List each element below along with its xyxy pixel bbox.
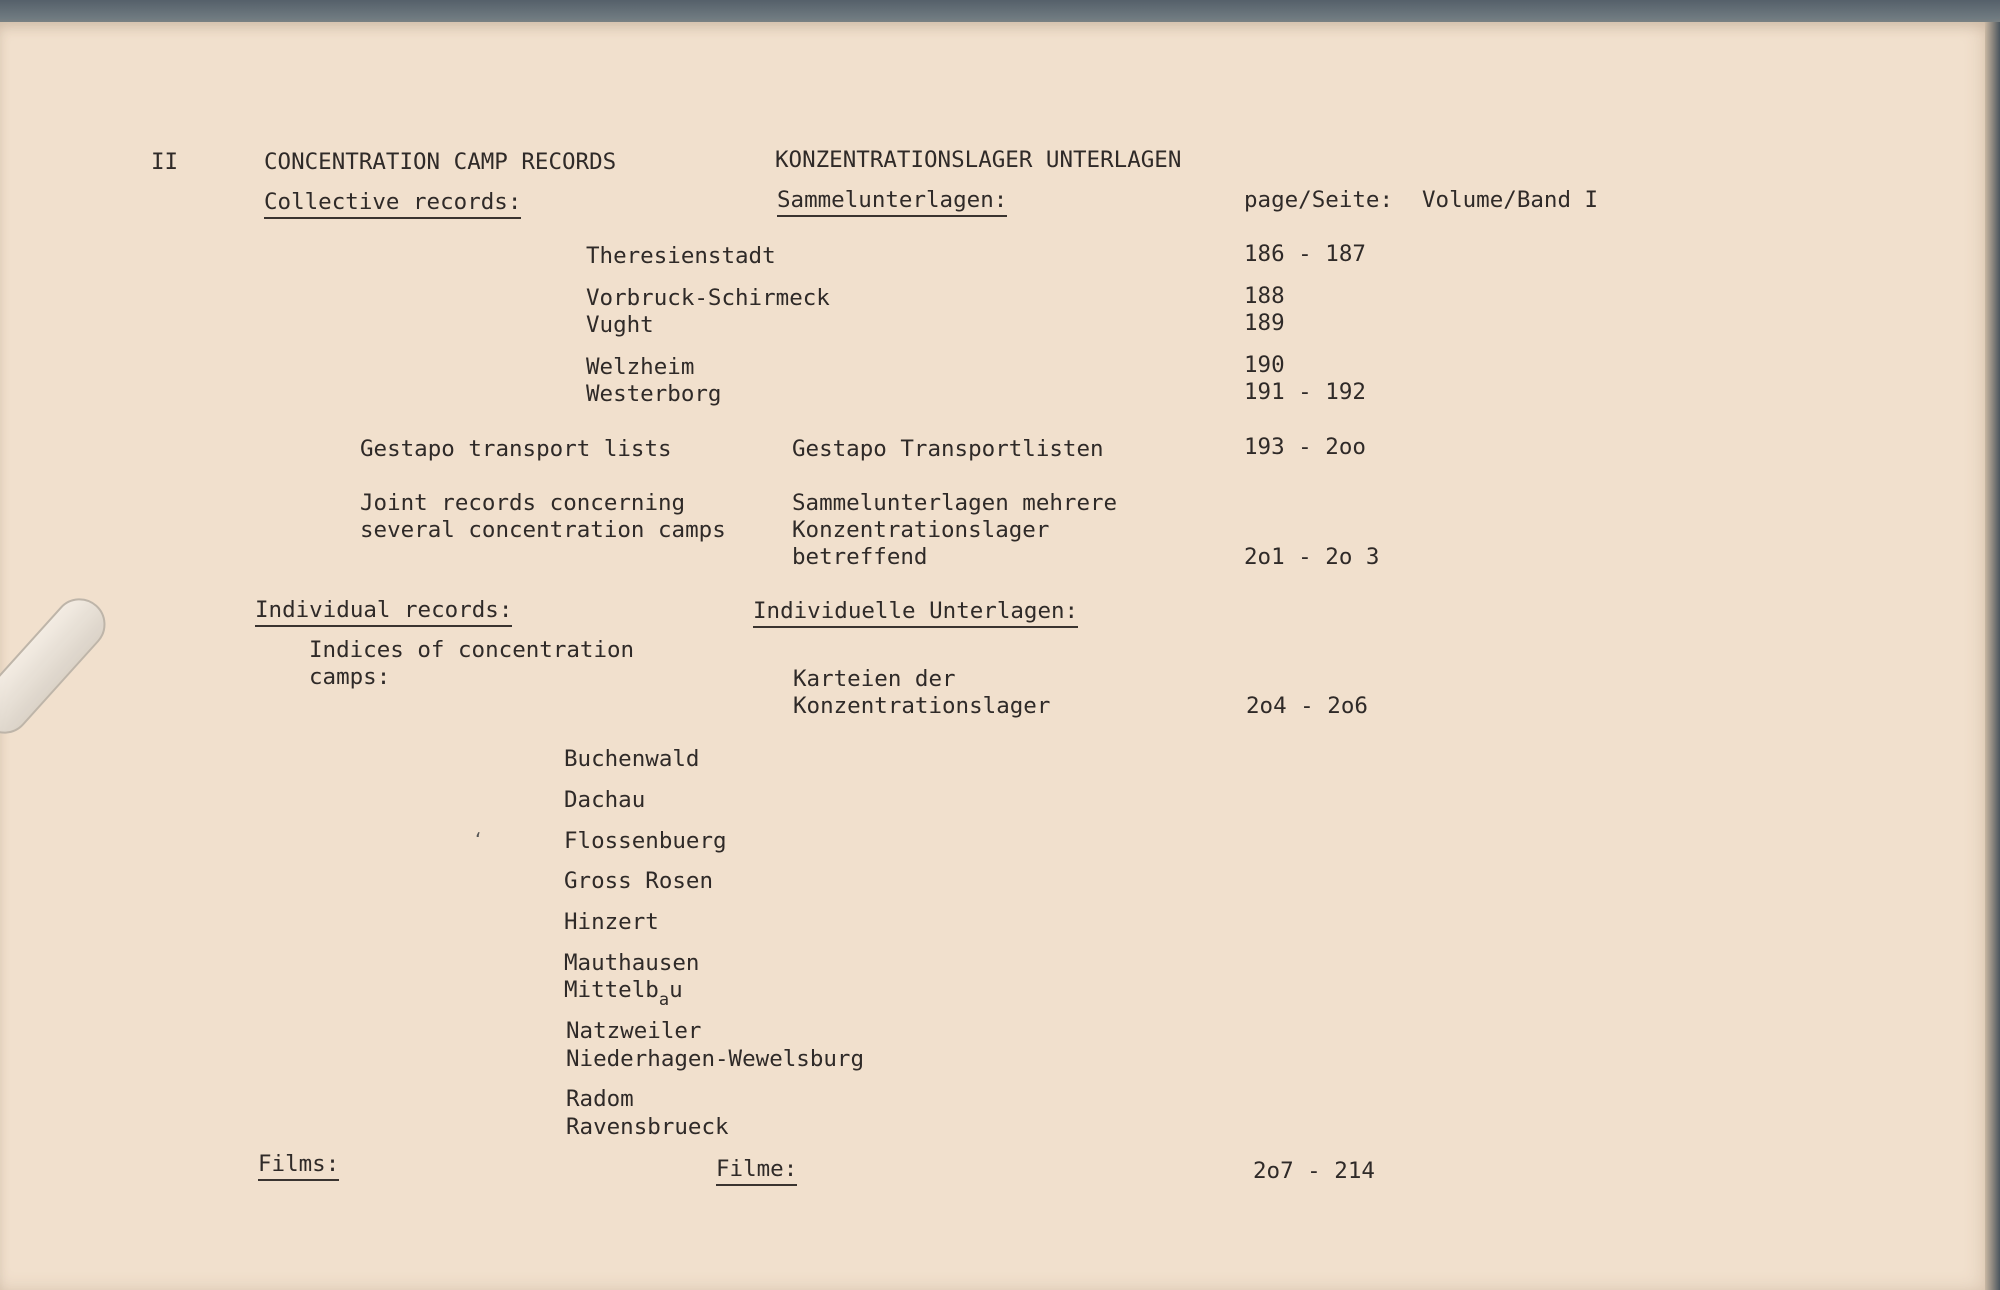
section-title-en: CONCENTRATION CAMP RECORDS <box>264 149 617 175</box>
section-number: II <box>151 149 179 175</box>
camp-mittelbau <box>564 976 683 1010</box>
pages-theresienstadt: 186 - 187 <box>1244 241 1366 267</box>
individual-heading-de: Individuelle Unterlagen: <box>753 598 1078 628</box>
pages-films: 2o7 - 214 <box>1253 1158 1375 1184</box>
camp-westerborg: Westerborg <box>586 381 722 407</box>
stray-mark: ʻ <box>475 828 482 852</box>
pages-vught: 189 <box>1244 310 1285 336</box>
camp-theresienstadt: Theresienstadt <box>586 243 776 269</box>
indices-en-line2: camps: <box>309 664 391 690</box>
joint-en-line2: several concentration camps <box>360 517 726 543</box>
gestapo-en: Gestapo transport lists <box>360 436 672 462</box>
camp-welzheim: Welzheim <box>586 354 695 380</box>
camp-natzweiler: Natzweiler <box>566 1018 702 1044</box>
camp-mauthausen: Mauthausen <box>564 950 700 976</box>
mittelbau-subscript: a <box>658 990 670 1010</box>
camp-radom: Radom <box>566 1086 634 1112</box>
camp-vught: Vught <box>586 312 654 338</box>
volume-label: Volume/Band I <box>1422 187 1599 213</box>
pages-welzheim: 190 <box>1244 352 1285 378</box>
pages-westerborg: 191 - 192 <box>1244 379 1366 405</box>
pages-gestapo: 193 - 2oo <box>1244 434 1366 460</box>
camp-gross-rosen: Gross Rosen <box>564 868 714 894</box>
camp-vorbruck-schirmeck: Vorbruck-Schirmeck <box>586 285 830 311</box>
collective-heading-de: Sammelunterlagen: <box>777 187 1007 217</box>
joint-de-line1: Sammelunterlagen mehrere <box>792 490 1118 516</box>
section-title-de: KONZENTRATIONSLAGER UNTERLAGEN <box>775 147 1182 173</box>
mittelbau-end: u <box>669 977 683 1003</box>
mittelbau-main: Mittelb <box>564 977 659 1003</box>
pages-indices: 2o4 - 2o6 <box>1246 693 1368 719</box>
camp-hinzert: Hinzert <box>564 909 659 935</box>
individual-heading-en: Individual records: <box>255 597 512 627</box>
camp-ravensbrueck: Ravensbrueck <box>566 1114 729 1140</box>
indices-de-line2: Konzentrationslager <box>793 693 1051 719</box>
collective-heading-en: Collective records: <box>264 189 521 219</box>
camp-niederhagen-wewelsburg: Niederhagen-Wewelsburg <box>566 1046 865 1072</box>
joint-de-line2: Konzentrationslager <box>792 517 1050 543</box>
joint-de-line3: betreffend <box>792 544 928 570</box>
joint-en-line1: Joint records concerning <box>360 490 686 516</box>
binder-spine-edge <box>1985 22 2000 1290</box>
page-column-label: page/Seite: <box>1244 187 1394 213</box>
camp-flossenbuerg: Flossenbuerg <box>564 828 727 854</box>
indices-de-line1: Karteien der <box>793 666 956 692</box>
camp-dachau: Dachau <box>564 787 646 813</box>
indices-en-line1: Indices of concentration <box>309 637 635 663</box>
camp-buchenwald: Buchenwald <box>564 746 700 772</box>
pages-joint: 2o1 - 2o 3 <box>1244 544 1380 570</box>
films-heading-de: Filme: <box>716 1156 797 1186</box>
films-heading-en: Films: <box>258 1151 339 1181</box>
pages-vorbruck-schirmeck: 188 <box>1244 283 1285 309</box>
gestapo-de: Gestapo Transportlisten <box>792 436 1104 462</box>
